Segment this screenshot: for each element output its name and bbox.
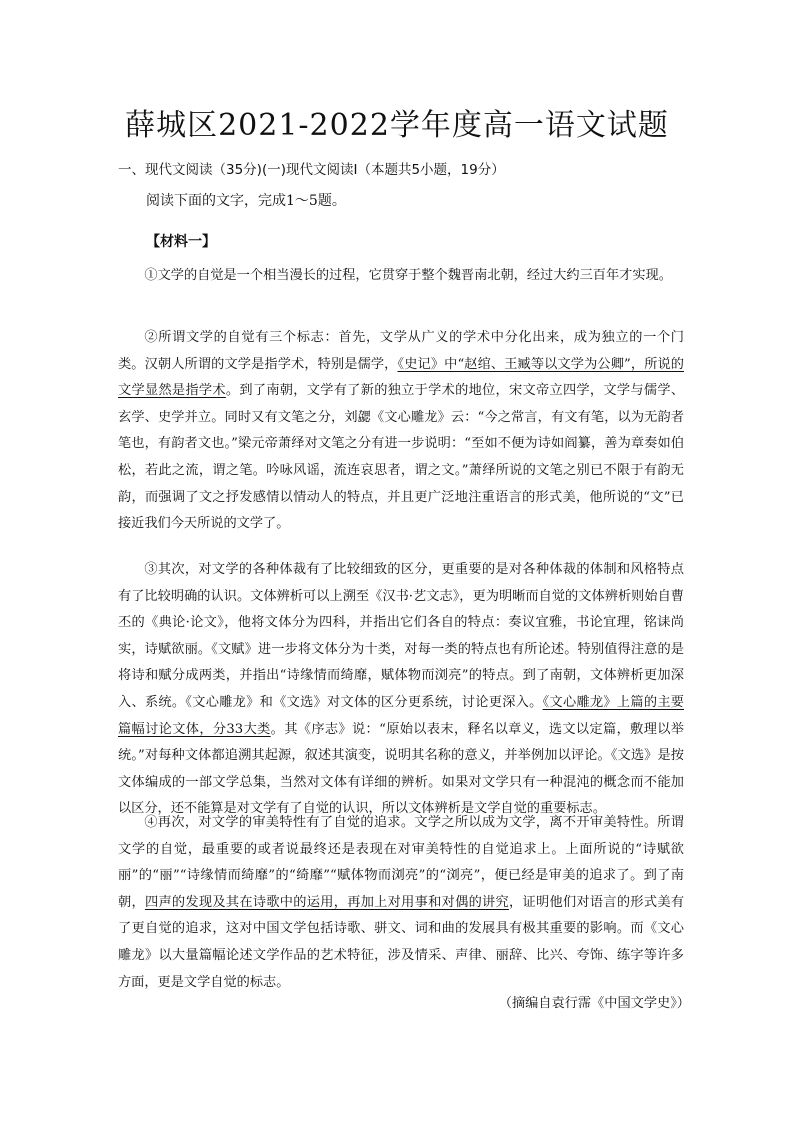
paragraph-2-text-a: ②所谓文学的自觉有三个标志：首先，文学从广义的学术中分化出来，成为独立的一个门类。汉朝人所谓的文学是指学术，特别是儒学， — [118, 330, 684, 372]
source-citation: （摘编自袁行霈《中国文学史》） — [498, 996, 690, 1011]
paragraph-4-text-b: ，证明他们对语言的形式美有了更自觉的追求，这对中国文学包括诗歌、骈文、词和曲的发展具有极其重要的影响。而《文心雕龙》以大量篇幅论述文学作品的艺术特征，涉及情采、声律、丽辞、比兴、夸饰、练字等许多方面，更是文学自觉的标志。 — [118, 894, 685, 990]
page-title: 薛城区2021-2022学年度高一语文试题 — [125, 108, 669, 143]
paragraph-3-text-b: 。其《序志》说：“原始以表末，释名以章义，选文以定篇，敷理以举统。”对每种文体都追溯其起源，叙述其演变，说明其名称的意义，并举例加以评论。《文选》是按文体编成的一部文学总集，当然对文体有详细的辨析。如果对文学只有一种混沌的概念而不能加以区分，还不能算是对文学有了自觉的认识，所以文体辨析是文学自觉的重要标志。 — [118, 721, 684, 817]
paragraph-4-underlined: 四声的发现及其在诗歌中的运用，再加上对用事和对偶的讲究 — [144, 894, 510, 910]
reading-instruction: 阅读下面的文字，完成1～5题。 — [146, 193, 346, 209]
paragraph-2-text-b: 。到了南朝，文学有了新的独立于学术的地位，宋文帝立四学，文学与儒学、玄学、史学并立。同时又有文笔之分，刘勰《文心雕龙》云：“今之常言，有文有笔，以为无韵者笔也，有韵者文也。”梁元帝萧绎对文笔之分有进一步说明：“至如不便为诗如阎纂，善为章奏如伯松，若此之流，谓之笔。吟咏风谣，流连哀思者，谓之文。”萧绎所说的文笔之别已不限于有韵无韵，而强调了文之抒发感情以情动人的特点，并且更广泛地注重语言的形式美，他所说的“文”已接近我们今天所说的文学了。 — [118, 383, 685, 532]
paragraph-3 — [118, 557, 684, 823]
paragraph-1: ①文学的自觉是一个相当漫长的过程，它贯穿于整个魏晋南北朝，经过大约三百年才实现。 — [144, 268, 672, 283]
paragraph-2 — [118, 325, 684, 538]
paragraph-3-text-a: ③其次，对文学的各种体裁有了比较细致的区分，更重要的是对各种体裁的体制和风格特点有了比较明确的认识。文体辨析可以上溯至《汉书·艺文志》，更为明晰而自觉的文体辨析则始自曹丕的《典论·论文》，他将文体分为四科，并指出它们各自的特点：奏议宜雅，书论宜理，铭诔尚实，诗赋欲丽。《文赋》进一步将文体分为十类，对每一类的特点也有所论述。特别值得注意的是将诗和赋分成两类，并指出“诗缘情而绮靡，赋体物而浏亮”的特点。到了南朝，文体辨析更加深入、系统。《文心雕龙》和《文选》对文体的区分更系统，讨论更深入。 — [118, 562, 684, 710]
paragraph-4-text-a: ④再次，对文学的审美特性有了自觉的追求。文学之所以成为文学，离不开审美特性。所谓文学的自觉，最重要的或者说最终还是表现在对审美特性的自觉追求上。上面所说的“诗赋欲丽”的“丽”“诗缘情而绮靡”的“绮靡”“赋体物而浏亮”的“浏亮”，便已经是审美的追求了。到了南朝， — [118, 815, 684, 910]
section-heading: 一、现代文阅读（35分)(一)现代文阅读Ⅰ（本题共5小题，19分） — [118, 162, 505, 178]
material-label: 【材料一】 — [146, 234, 216, 250]
paragraph-4 — [118, 810, 684, 996]
paragraph-3-underlined: 《文心雕龙》上篇的主要篇幅讨论文体，分33大类 — [118, 694, 684, 737]
paragraph-2-underlined: 《史记》中“赵绾、王臧等以文学为公卿”，所说的文学显然是指学术 — [118, 356, 684, 399]
